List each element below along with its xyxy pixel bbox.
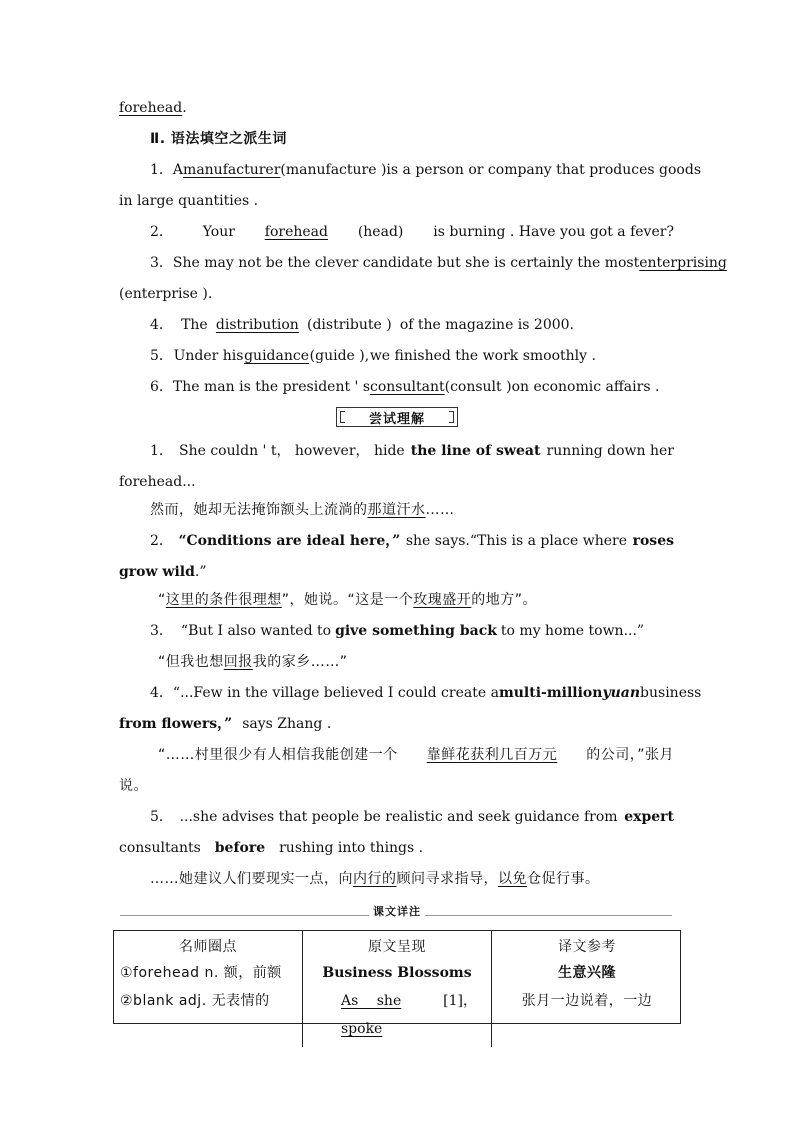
grammar-item-4: 4． The distribution (distribute ) of the magazine is 2000. (150, 317, 574, 333)
list-item: ②blank adj. 无表情的 (120, 993, 270, 1009)
example-4-cont: from flowers，” says Zhang . (119, 716, 332, 732)
example-2-cont: grow wild .” (119, 564, 207, 580)
example-1-translation: 然而，她却无法掩饰额头上流淌的 那道汗水 …… (150, 502, 455, 518)
example-5: 5． ...she advises that people be realistic and seek guidance from expert (150, 809, 674, 825)
example-3: 3． “But I also wanted to give something back to my home town...” (150, 623, 645, 639)
original-line: As she spoke [1]， (341, 993, 477, 1037)
notes-table (113, 930, 681, 1037)
table-col-notes: 名师圈点 ①forehead n. 额，前额 ②blank adj. 无表情的 (114, 931, 303, 1047)
grammar-item-3: 3． She may not be the clever candidate but she is certainly the most enterprising (150, 255, 727, 271)
answer-blank: guidance (244, 348, 310, 364)
example-4-translation-cont: 说。 (119, 778, 148, 794)
grammar-item-1: 1． A manufacturer (manufacture ) is a person or company that produces goods (150, 162, 702, 178)
answer-blank: enterprising (639, 255, 727, 271)
section-banner-notes: 课文详注 (0, 903, 794, 919)
example-4-translation: “……村里很少有人相信我能创建一个 靠鲜花获利几百万元 的公司，”张月 (158, 747, 674, 763)
list-item: ①forehead n. 额，前额 (120, 965, 282, 981)
example-2: 2． “Conditions are ideal here，” she says.“This is a place where roses (150, 533, 674, 549)
example-1-cont: forehead... (119, 474, 196, 490)
grammar-item-3-cont: (enterprise ). (119, 286, 213, 302)
grammar-item-2: 2． Your forehead (head) is burning . Have you got a fever? (150, 224, 674, 240)
answer-blank: manufacturer (183, 162, 281, 178)
answer-blank: forehead (264, 224, 328, 240)
grammar-item-1-cont: in large quantities . (119, 193, 259, 209)
example-5-translation: ……她建议人们要现实一点，向 内行的 顾问寻求指导， 以免 仓促行事。 (150, 871, 600, 887)
table-col-original: 原文呈现 Business Blossoms As she spoke [1]， (303, 931, 492, 1047)
answer-blank: distribution (215, 317, 299, 333)
grammar-item-6: 6． The man is the president ' s consultant (consult ) on economic affairs . (150, 379, 660, 395)
answer-blank: consultant (370, 379, 445, 395)
example-5-cont: consultants before rushing into things . (119, 840, 424, 856)
table-col-translation: 译文参考 生意兴隆 张月一边说着，一边 (521, 939, 653, 1009)
example-2-translation: “ 这里的条件很理想 ”，她说。“这是一个 玫瑰盛开 的地方”。 (158, 592, 538, 608)
top-fragment: forehead . (119, 100, 187, 116)
example-4: 4． “...Few in the village believed I could create a multi-million yuan business (150, 685, 702, 701)
section-title: Ⅱ. 语法填空之派生词 (150, 131, 287, 147)
example-3-translation: “但我也想 回报 我的家乡……” (158, 654, 348, 670)
grammar-item-5: 5． Under his guidance (guide ), we finished the work smoothly . (150, 348, 596, 364)
example-1: 1． She couldn ' t， however， hide the line of sweat running down her (150, 443, 674, 459)
section-banner-try: 尝试理解 (0, 407, 794, 427)
